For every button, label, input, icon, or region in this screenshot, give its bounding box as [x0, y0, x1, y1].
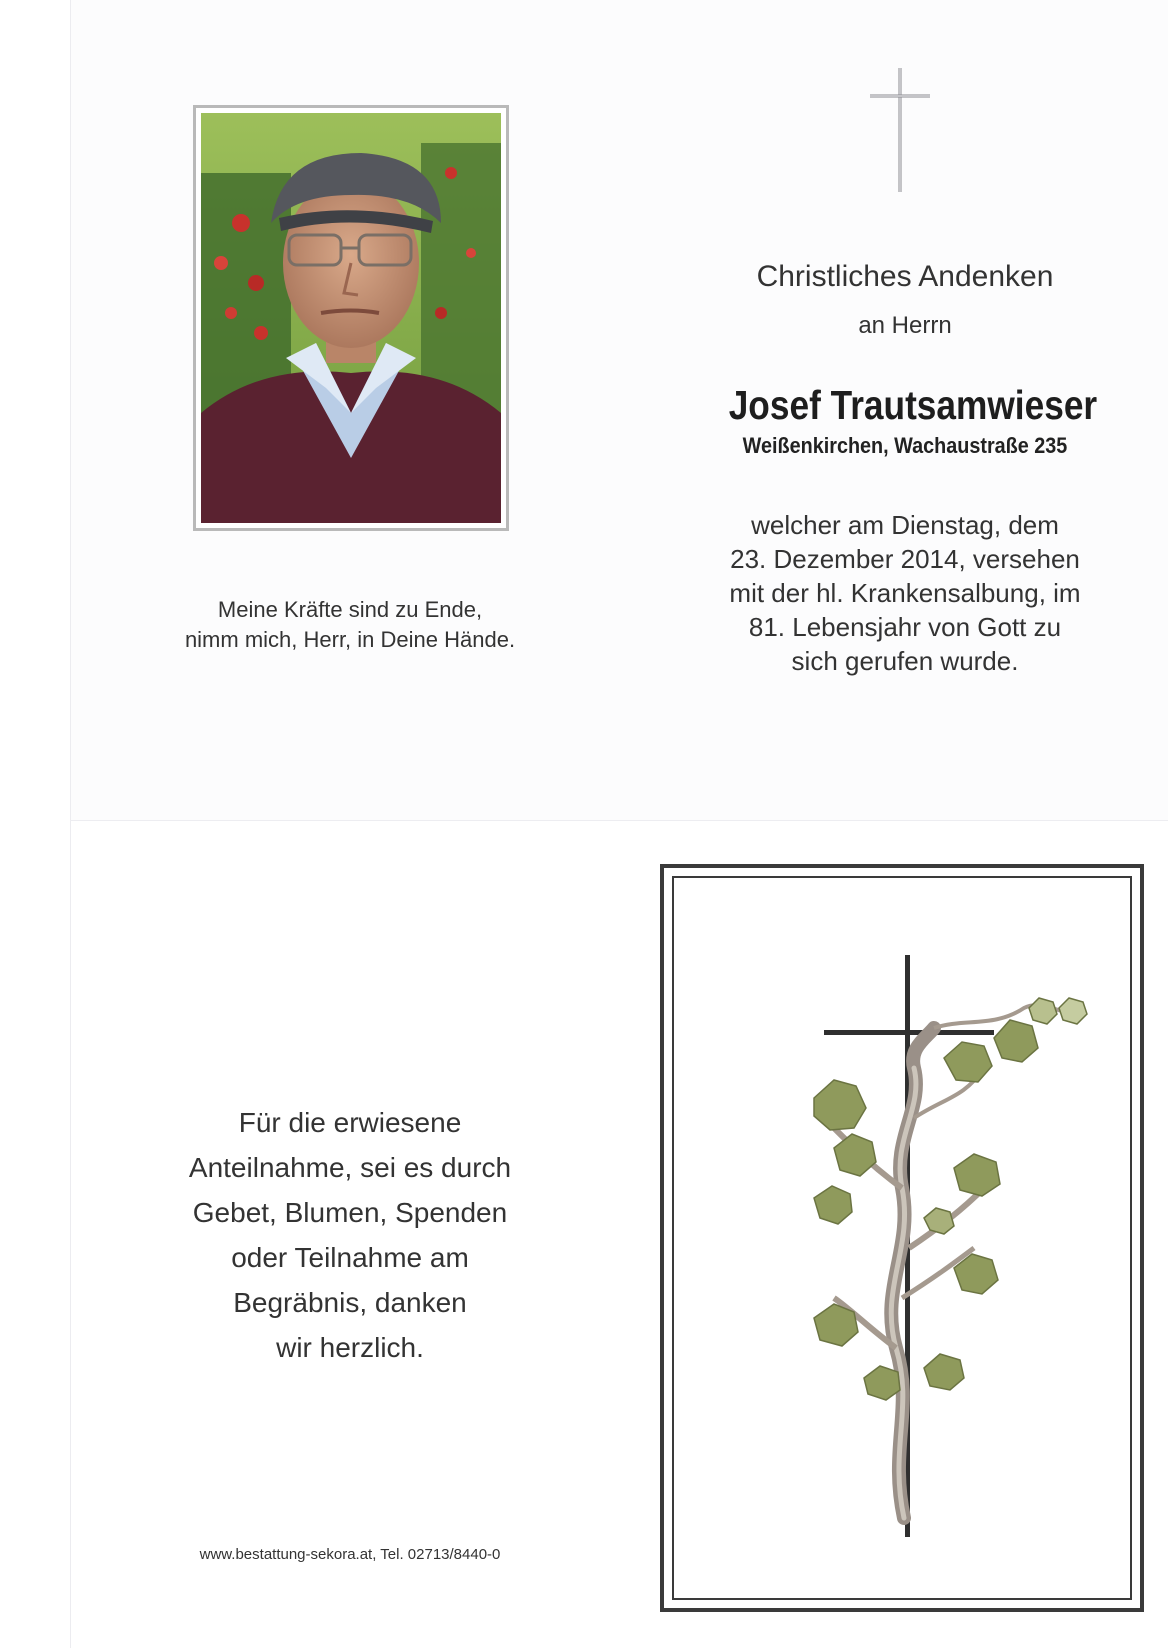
cross-with-vine-image: [664, 868, 1140, 1608]
death-notice-line: 23. Dezember 2014, versehen: [730, 544, 1080, 574]
verse-line: Meine Kräfte sind zu Ende,: [217, 597, 483, 622]
cross-icon: [870, 68, 930, 194]
thanks-line: wir herzlich.: [276, 1332, 424, 1363]
deceased-name: Josef Trautsamwieser: [728, 382, 1098, 428]
thanks-line: Anteilnahme, sei es durch: [188, 1152, 512, 1183]
deceased-address: Weißenkirchen, Wachaustraße 235: [742, 433, 1068, 458]
death-notice: [690, 508, 1120, 678]
thanks-line: Für die erwiesene: [238, 1107, 462, 1138]
verse: [140, 595, 560, 655]
scan-edge: [70, 0, 71, 1648]
thanks-line: Begräbnis, danken: [233, 1287, 467, 1318]
death-notice-line: welcher am Dienstag, dem: [751, 510, 1059, 540]
death-notice-line: mit der hl. Krankensalbung, im: [729, 578, 1081, 608]
fold-line: [70, 820, 1168, 821]
verse-line: nimm mich, Herr, in Deine Hände.: [184, 627, 516, 652]
portrait-photo: [201, 113, 501, 523]
portrait-frame: [193, 105, 509, 531]
funeral-home-footer: www.bestattung-sekora.at, Tel. 02713/8440-0: [199, 1546, 501, 1563]
thanks-line: oder Teilnahme am: [231, 1242, 469, 1273]
thanks-text: [150, 1100, 550, 1370]
card-heading: Christliches Andenken: [756, 260, 1054, 293]
card-subheading: an Herrn: [858, 312, 952, 339]
death-notice-line: sich gerufen wurde.: [791, 646, 1019, 676]
thanks-line: Gebet, Blumen, Spenden: [192, 1197, 508, 1228]
cross-image-frame: [660, 864, 1144, 1612]
death-notice-line: 81. Lebensjahr von Gott zu: [748, 612, 1062, 642]
